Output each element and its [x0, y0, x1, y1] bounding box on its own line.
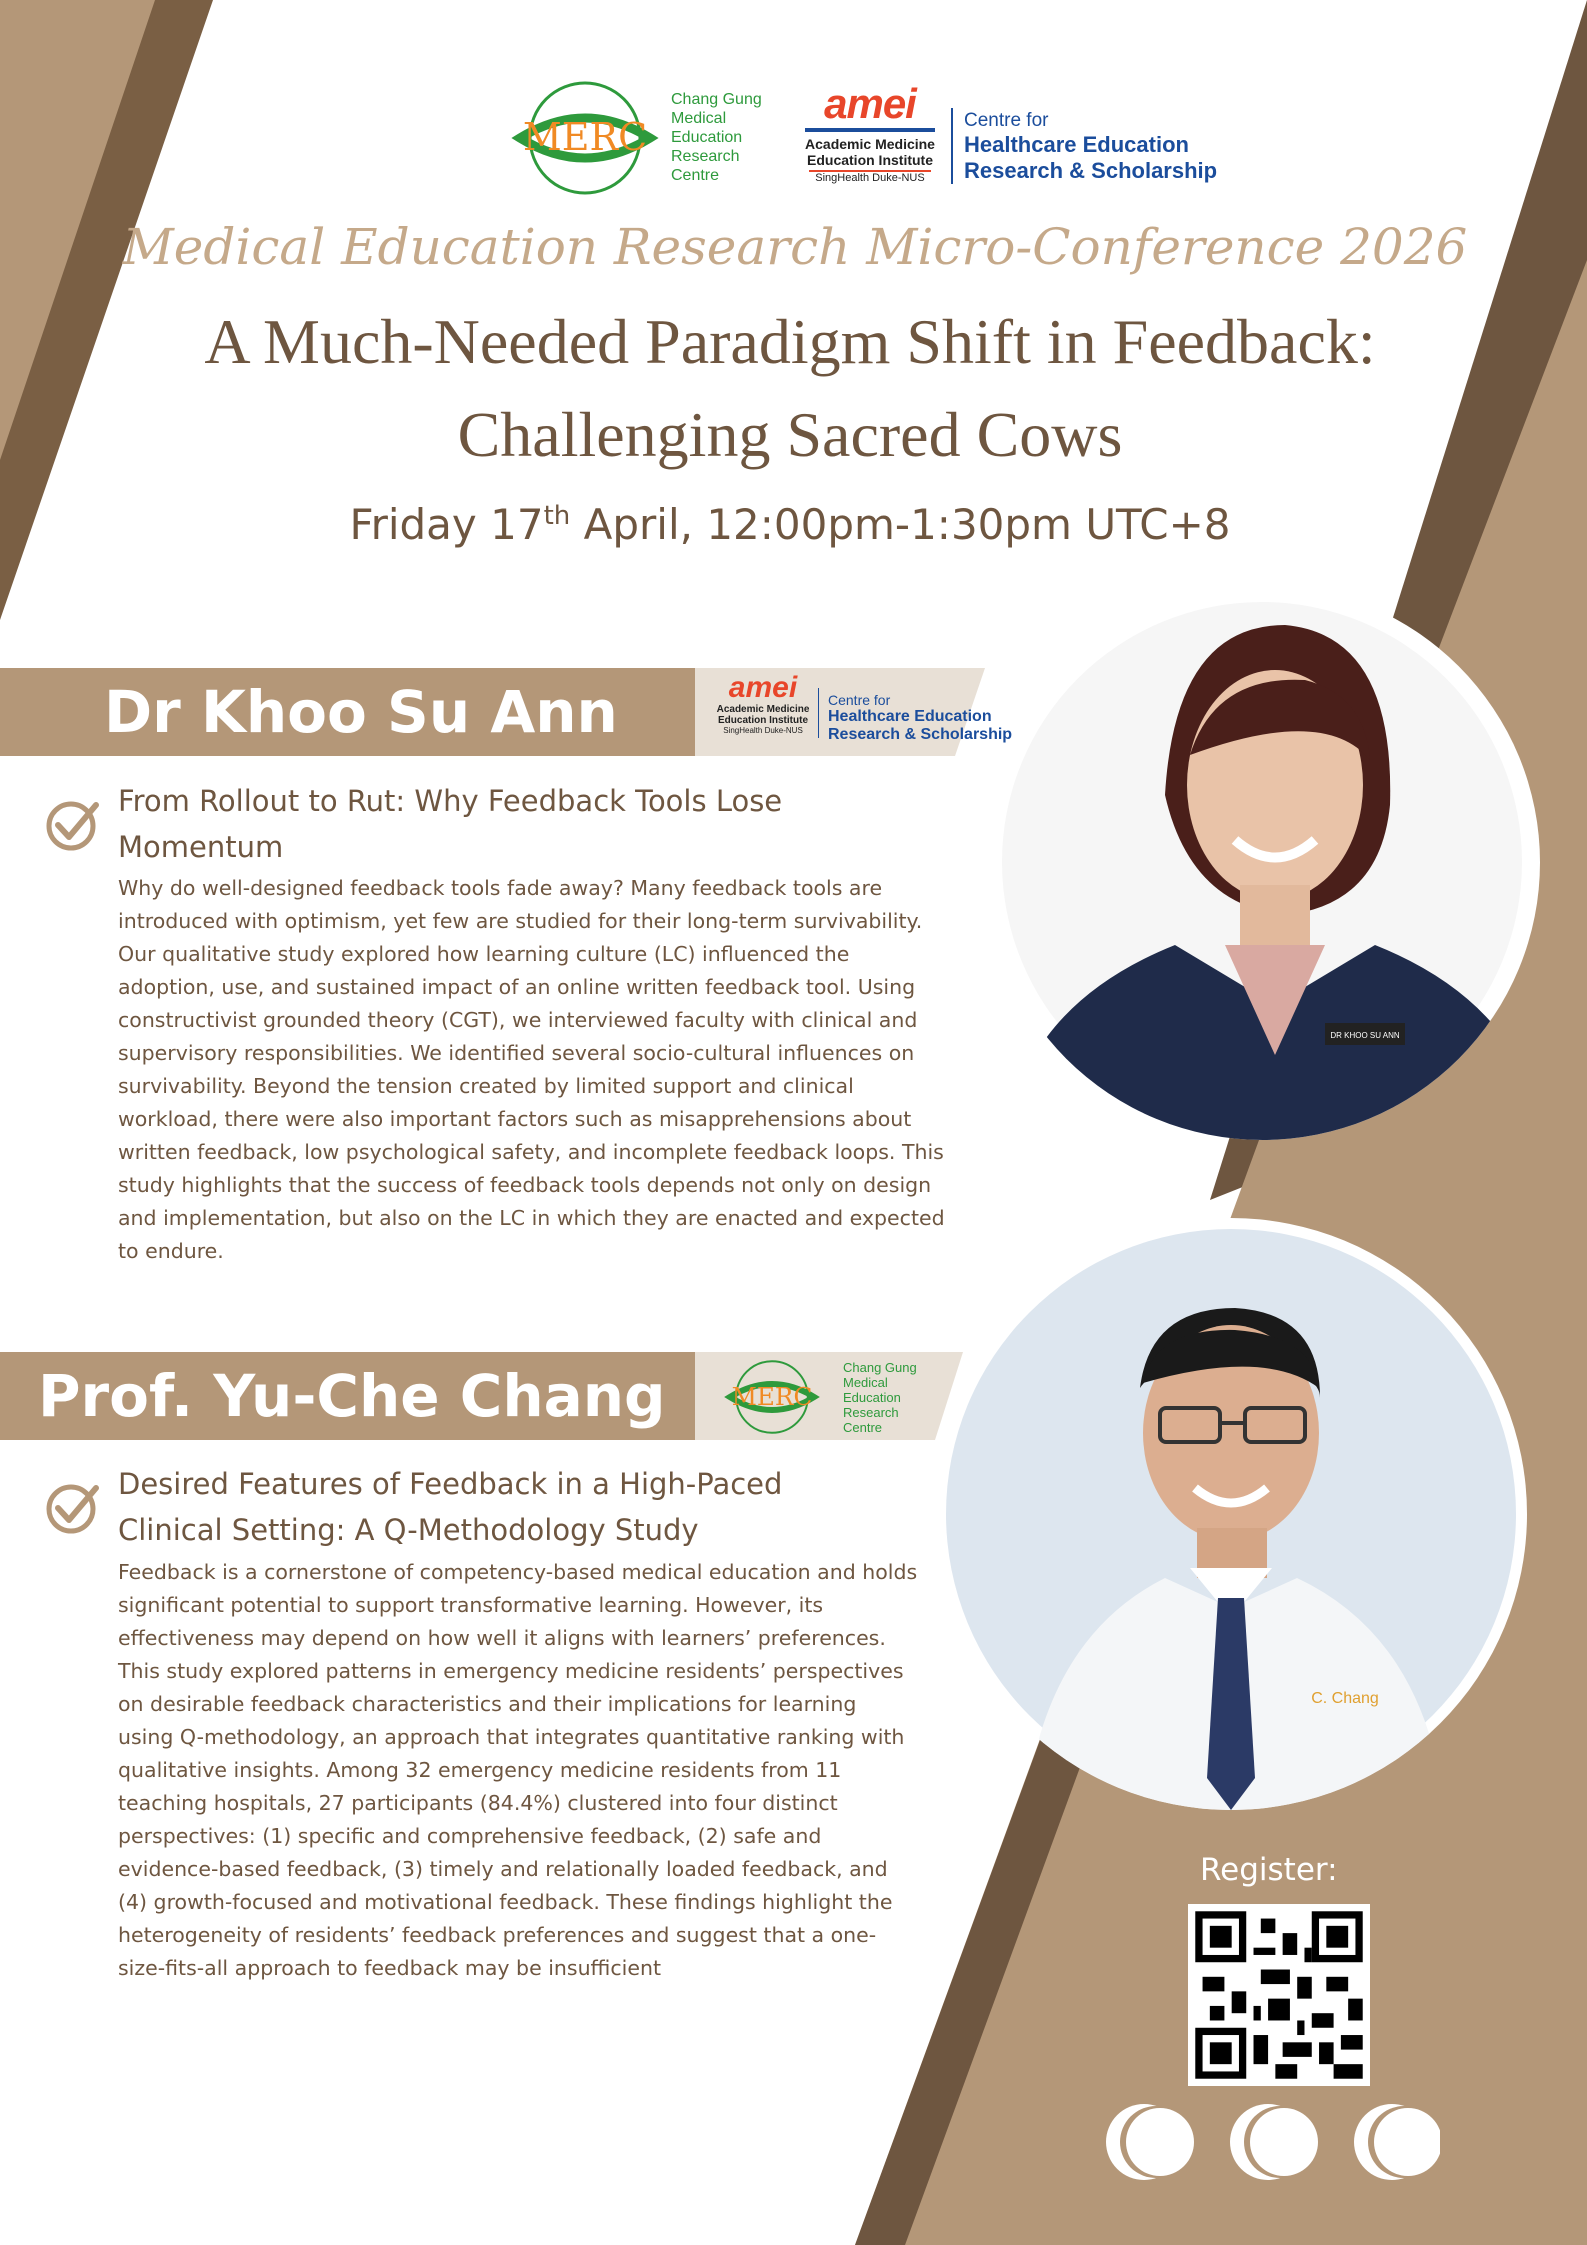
logo-divider — [951, 108, 953, 184]
cg-line-4: Research — [671, 148, 740, 165]
speaker-2-cg-line-4: Research — [843, 1405, 899, 1420]
speaker-2-name: Prof. Yu-Che Chang — [38, 1362, 666, 1430]
speaker-1-amei-logo — [708, 672, 818, 735]
speaker-1-photo-frame — [985, 585, 1540, 1140]
speaker-1-centre-line-3: Research & Scholarship — [828, 726, 1013, 743]
centre-line-3: Research & Scholarship — [964, 158, 1218, 183]
date-prefix: Friday 17 — [349, 500, 544, 549]
cg-seal-logo — [510, 78, 660, 198]
amei-sub-1: Academic Medicine — [805, 136, 935, 152]
event-title-line-1: A Much-Needed Paradigm Shift in Feedback: — [204, 306, 1376, 377]
cg-logo-text — [671, 90, 762, 185]
qr-code-icon — [1188, 1904, 1370, 2086]
speaker-1-centre-logo — [828, 692, 1012, 744]
speaker-1-amei-mark: amei — [728, 671, 798, 704]
amei-sub-2: Education Institute — [807, 152, 933, 168]
amei-logo — [795, 80, 945, 190]
cg-line-3: Education — [671, 129, 743, 146]
event-date — [200, 500, 1380, 549]
speaker-1-talk-title: From Rollout to Rut: Why Feedback Tools Lose Momentum — [118, 784, 783, 864]
svg-text:MERC: MERC — [731, 1381, 813, 1411]
cg-line-2: Medical — [671, 110, 727, 127]
speaker-2-cg-line-5: Centre — [843, 1420, 883, 1435]
cg-seal-icon — [510, 78, 660, 198]
series-title: Medical Education Research Micro-Conference 2026 — [122, 218, 1468, 276]
event-title-line-2: Challenging Sacred Cows — [457, 399, 1123, 470]
speaker-1-check-icon — [44, 795, 102, 857]
speaker-2-photo — [935, 1218, 1527, 1810]
register-qr-code[interactable] — [1188, 1904, 1370, 2086]
moon-icon-1 — [1106, 2104, 1194, 2180]
moon-icon-3 — [1354, 2104, 1440, 2180]
speaker-2-cg-seal — [712, 1358, 832, 1440]
svg-text:MERC: MERC — [522, 115, 648, 159]
centre-logo — [964, 110, 1217, 184]
speaker-2-cg-line-3: Education — [843, 1390, 901, 1405]
speaker-2-cg-text — [843, 1360, 917, 1435]
speaker-2-coat-text: C. Chang — [1311, 1690, 1379, 1707]
date-suffix: April, 12:00pm-1:30pm UTC+8 — [570, 500, 1231, 549]
date-sup: th — [543, 501, 571, 531]
speaker-1-amei-sub-3: SingHealth Duke-NUS — [723, 726, 803, 735]
cg-line-1: Chang Gung — [671, 91, 762, 108]
moon-icon-2 — [1230, 2104, 1318, 2180]
speaker-1-amei-sub-2: Education Institute — [718, 715, 808, 726]
centre-line-2: Healthcare Education — [964, 132, 1189, 157]
register-label: Register: — [1200, 1852, 1338, 1888]
speaker-1-amei-sub-1: Academic Medicine — [716, 704, 810, 715]
speaker-1-badge-text: DR KHOO SU ANN — [1330, 1031, 1400, 1040]
speaker-2-check-icon — [44, 1478, 102, 1540]
speaker-2-talk-title: Desired Features of Feedback in a High-Paced Clinical Setting: A Q-Methodology Study — [118, 1467, 783, 1547]
amei-sub-3: SingHealth Duke-NUS — [809, 170, 931, 184]
centre-line-1: Centre for — [964, 110, 1049, 131]
speaker-1-photo — [985, 585, 1540, 1140]
speaker-1-centre-line-2: Healthcare Education — [828, 708, 992, 725]
speaker-2-cg-seal-icon — [712, 1358, 832, 1436]
speaker-1-centre-line-1: Centre for — [828, 692, 891, 708]
speaker-1-abstract: Why do well-designed feedback tools fade away? Many feedback tools are introduced with optimism, yet few are studied for their long-term survivability. Our qualitative study explored how learning culture (LC) influenced the adoption, use, and sustained impact of an online written feedback tool. Using constructivist grounded theory (CGT), we interviewed faculty with clinical and supervisory responsibilities. We identified several socio-cultural influences on survivability. Beyond the tension created by limited support and clinical workload, there were also important factors such as misapprehensions about written feedback, low psychological safety, and incomplete feedback loops. This study highlights that the success of feedback tools depends not only on design and implementation, but also on the LC in which they are enacted and expected to endure. — [118, 876, 945, 1263]
speaker-2-cg-line-1: Chang Gung — [843, 1360, 917, 1375]
amei-mark: amei — [824, 80, 916, 127]
speaker-1-name: Dr Khoo Su Ann — [104, 678, 618, 746]
moon-decorations — [1100, 2100, 1440, 2190]
speaker-2-photo-frame — [935, 1218, 1527, 1810]
speaker-1-logo-divider — [818, 688, 819, 738]
speaker-2-cg-line-2: Medical — [843, 1375, 888, 1390]
speaker-2-abstract: Feedback is a cornerstone of competency-based medical education and holds significant potential to support transformative learning. However, its effectiveness may depend on how well it aligns with learners’ preferences. This study explored patterns in emergency medicine residents’ perspectives on desirable feedback characteristics and their implications for learning using Q-methodology, an approach that integrates quantitative ranking with qualitative insights. Among 32 emergency medicine residents from 11 teaching hospitals, 27 participants (84.4%) clustered into four distinct perspectives: (1) specific and comprehensive feedback, (2) safe and evidence-based feedback, (3) timely and relationally loaded feedback, and (4) growth-focused and motivational feedback. These findings highlight the heterogeneity of residents’ feedback preferences and suggest that a one-size-fits-all approach to feedback may be insufficient — [118, 1560, 918, 1980]
cg-line-5: Centre — [671, 167, 720, 184]
